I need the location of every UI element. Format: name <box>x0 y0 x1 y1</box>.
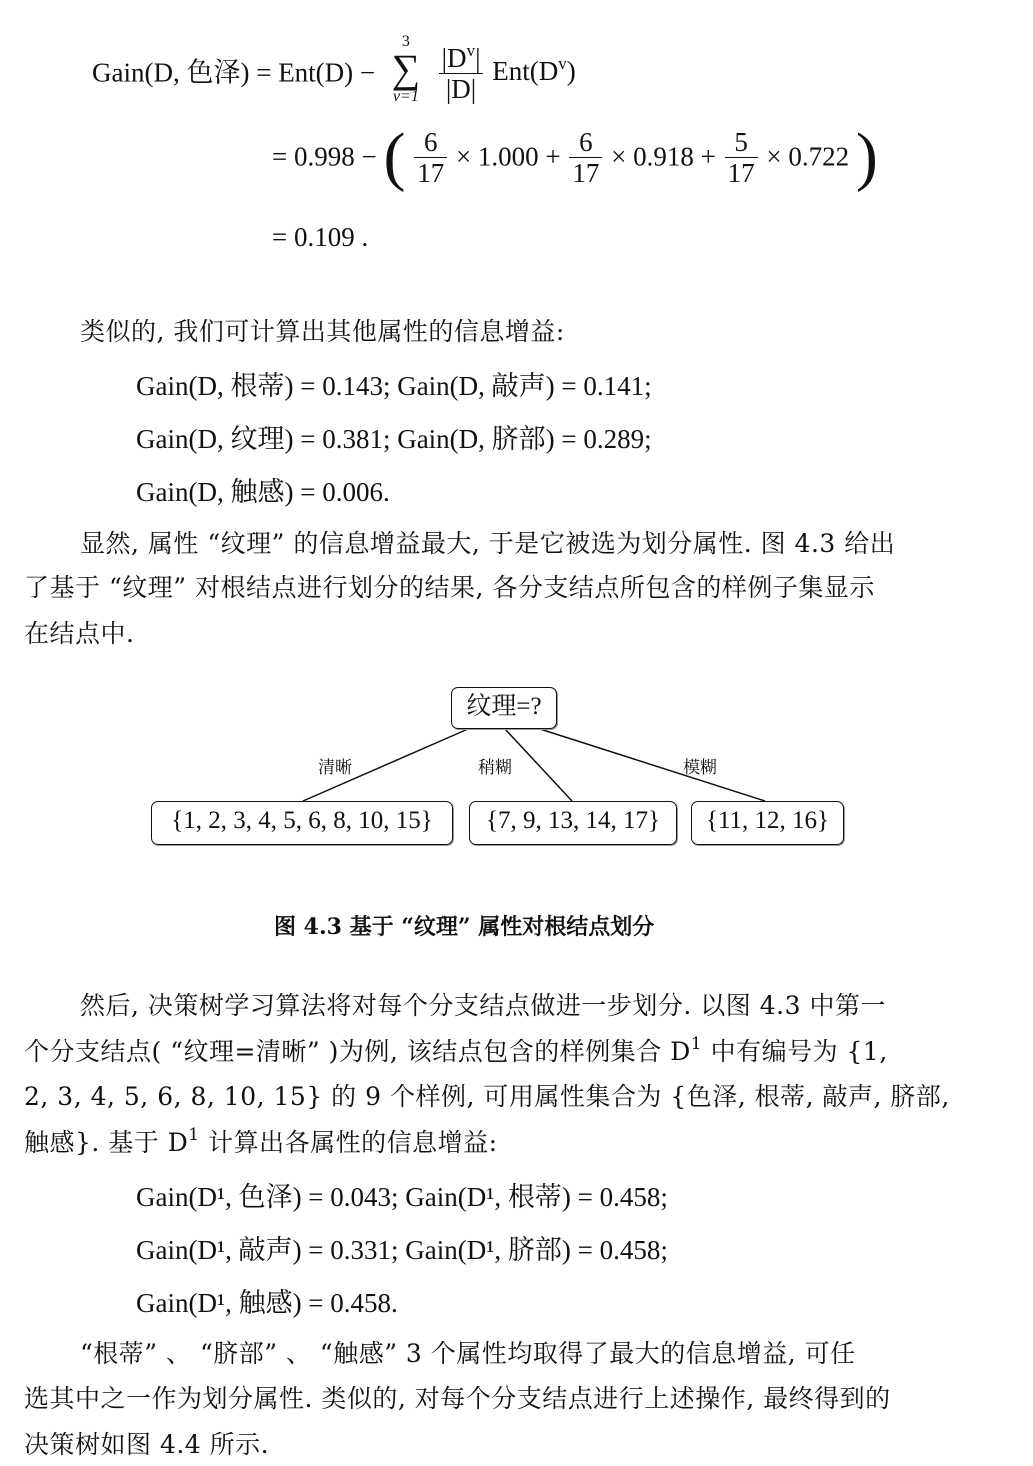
root-node <box>451 687 557 729</box>
ent-dv-sup: v <box>558 53 567 73</box>
t3-den: 17 <box>725 157 758 188</box>
ent-dv: Ent(D <box>492 55 559 86</box>
t2-num: 6 <box>579 126 593 157</box>
t2-value: × 0.918 + <box>611 141 716 172</box>
gains-row-2: Gain(D, 纹理) = 0.381; Gain(D, 脐部) = 0.289; <box>136 424 652 454</box>
paragraph-4-line-1: “根蒂” 、 “脐部” 、 “触感” 3 个属性均取得了最大的信息增益, 可任 <box>80 1339 856 1368</box>
p3-line2-sup: 1 <box>690 1034 703 1054</box>
sum-upper: 3 <box>401 33 410 50</box>
leaf-node-blurry <box>691 801 844 845</box>
equation-lhs: Gain(D, 色泽) = Ent(D) − <box>92 57 376 88</box>
edge-label-slightly-blurry: 稍糊 <box>478 758 512 778</box>
leaf-node-clear <box>151 801 453 845</box>
paragraph-2-line-1: 显然, 属性 “纹理” 的信息增益最大, 于是它被选为划分属性. 图 4.3 给出 <box>80 529 896 558</box>
paragraph-3-line-2 <box>24 1032 888 1068</box>
gains-row-1: Gain(D, 根蒂) = 0.143; Gain(D, 敲声) = 0.141; <box>136 371 652 401</box>
frac-num-close: | <box>475 43 481 73</box>
t1-value: × 1.000 + <box>455 141 561 172</box>
gains-row-3: Gain(D, 触感) = 0.006. <box>136 477 390 507</box>
p3-line4-b: 计算出各属性的信息增益: <box>199 1128 498 1157</box>
frac-den: |D| <box>439 73 484 104</box>
ent-dv-close: ) <box>566 55 576 86</box>
leaf-node-clear-label: {1, 2, 3, 4, 5, 6, 8, 10, 15} <box>171 807 433 834</box>
figure-caption: 图 4.3 基于 “纹理” 属性对根结点划分 <box>274 914 655 940</box>
eq-line2-prefix: = 0.998 − <box>272 141 377 172</box>
t1-den: 17 <box>414 157 447 188</box>
edge-label-clear: 清晰 <box>318 758 352 778</box>
sum-symbol: ∑ <box>391 46 421 91</box>
gains2-row-2: Gain(D¹, 敲声) = 0.331; Gain(D¹, 脐部) = 0.458; <box>136 1235 668 1265</box>
p3-line4-sup: 1 <box>188 1125 200 1145</box>
paragraph-2-line-3: 在结点中. <box>24 619 135 648</box>
paragraph-3-line-1: 然后, 决策树学习算法将对每个分支结点做进一步划分. 以图 4.3 中第一 <box>80 991 886 1020</box>
gains2-row-1: Gain(D¹, 色泽) = 0.043; Gain(D¹, 根蒂) = 0.458; <box>136 1182 668 1212</box>
paragraph-2-line-2: 了基于 “纹理” 对根结点进行划分的结果, 各分支结点所包含的样例子集显示 <box>24 573 875 602</box>
frac-num: |D <box>441 43 467 73</box>
t3-value: × 0.722 <box>766 141 850 172</box>
left-paren: ( <box>383 120 406 193</box>
leaf-node-slightly-blurry-label: {7, 9, 13, 14, 17} <box>486 807 660 834</box>
sum-lower: v=1 <box>392 88 419 105</box>
equation-line-3: = 0.109 . <box>272 222 369 252</box>
right-paren: ) <box>855 120 878 193</box>
paragraph-3-line-4 <box>24 1123 498 1159</box>
paragraph-1: 类似的, 我们可计算出其他属性的信息增益: <box>80 317 565 346</box>
leaf-node-slightly-blurry <box>469 801 677 845</box>
p3-line2-a: 个分支结点( “纹理=清晰” )为例, 该结点包含的样例集合 D <box>24 1037 691 1066</box>
t2-den: 17 <box>569 157 602 188</box>
edge-slightly-blurry <box>505 729 572 801</box>
paragraph-4-line-3: 决策树如图 4.4 所示. <box>24 1430 270 1459</box>
p3-line2-b: 中有编号为 {1, <box>702 1037 888 1066</box>
frac-num-sup: v <box>466 41 476 60</box>
t3-num: 5 <box>734 126 748 157</box>
gains2-row-3: Gain(D¹, 触感) = 0.458. <box>136 1288 398 1318</box>
edge-blurry <box>540 729 765 801</box>
paragraph-4-line-2: 选其中之一作为划分属性. 类似的, 对每个分支结点进行上述操作, 最终得到的 <box>24 1384 891 1413</box>
t1-num: 6 <box>423 126 438 157</box>
root-node-label: 纹理=? <box>466 693 542 720</box>
leaf-node-blurry-label: {11, 12, 16} <box>705 807 830 834</box>
p3-line4-a: 触感}. 基于 D <box>24 1128 189 1157</box>
paragraph-3-line-3: 2, 3, 4, 5, 6, 8, 10, 15} 的 9 个样例, 可用属性集合为 {色泽, 根蒂, 敲声, 脐部, <box>24 1082 950 1111</box>
edge-label-blurry: 模糊 <box>683 758 717 778</box>
